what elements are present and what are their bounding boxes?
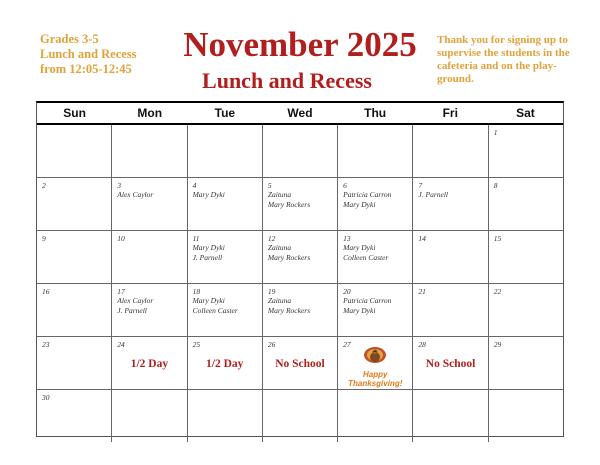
volunteer-name: Mary Dyki bbox=[192, 243, 225, 252]
day-number: 28 bbox=[418, 340, 426, 349]
calendar-day-cell bbox=[413, 125, 488, 177]
day-number: 8 bbox=[493, 181, 498, 190]
calendar-day-cell bbox=[263, 231, 338, 283]
day-number: 22 bbox=[493, 287, 502, 296]
volunteer-name: Zaituna bbox=[267, 296, 292, 305]
calendar-day-cell bbox=[263, 284, 338, 336]
day-number: 24 bbox=[117, 340, 125, 349]
day-number: 1 bbox=[493, 128, 498, 137]
calendar-day-cell bbox=[188, 284, 263, 336]
calendar-day-cell bbox=[338, 125, 413, 177]
calendar-day-cell bbox=[413, 337, 488, 389]
day-number: 9 bbox=[42, 234, 46, 243]
day-note: No School bbox=[275, 358, 325, 370]
weekday-label: Wed bbox=[287, 106, 313, 120]
day-number: 17 bbox=[117, 287, 125, 296]
day-number: 21 bbox=[418, 287, 426, 296]
grade-info-line: Grades 3-5 bbox=[40, 32, 99, 46]
day-number: 30 bbox=[42, 393, 50, 402]
page-subtitle: Lunch and Recess bbox=[202, 68, 372, 93]
weekday-label: Tue bbox=[214, 106, 236, 120]
page-title: November 2025 bbox=[183, 25, 417, 64]
day-number: 4 bbox=[192, 181, 197, 190]
weekday-label: Thu bbox=[364, 106, 387, 120]
calendar-day-cell bbox=[188, 231, 263, 283]
day-number: 27 bbox=[343, 340, 351, 349]
day-number: 3 bbox=[117, 181, 122, 190]
calendar-day-cell bbox=[112, 231, 187, 283]
calendar-day-cell bbox=[489, 125, 563, 177]
calendar-day-cell bbox=[413, 284, 488, 336]
day-number: 16 bbox=[42, 287, 50, 296]
calendar-grid bbox=[36, 101, 564, 437]
day-note: 1/2 Day bbox=[130, 358, 169, 370]
day-number: 6 bbox=[343, 181, 347, 190]
volunteer-name: J. Parnell bbox=[418, 190, 448, 199]
volunteer-name: J. Parnell bbox=[117, 306, 147, 315]
weekday-label: Mon bbox=[137, 106, 163, 120]
day-number: 12 bbox=[267, 234, 276, 243]
day-number: 15 bbox=[493, 234, 502, 243]
volunteer-name: Mary Rockers bbox=[267, 306, 311, 315]
volunteer-name: Zaituna bbox=[267, 243, 292, 252]
weekday-header-row bbox=[37, 103, 563, 125]
volunteer-name: Colleen Caster bbox=[343, 253, 389, 262]
day-number: 11 bbox=[192, 234, 200, 243]
calendar-day-cell bbox=[37, 337, 112, 389]
day-note: No School bbox=[425, 358, 476, 370]
turkey-icon bbox=[362, 346, 388, 366]
calendar-day-cell bbox=[413, 231, 488, 283]
volunteer-name: Mary Dyki bbox=[192, 296, 225, 305]
calendar-day-cell bbox=[112, 284, 187, 336]
calendar-day-cell bbox=[37, 231, 112, 283]
calendar-day-cell bbox=[112, 178, 187, 230]
thank-you-note: Thank you for signing up to supervise the students in the cafeteria and on the play-ground. bbox=[437, 34, 570, 85]
calendar-week-row bbox=[37, 390, 563, 442]
calendar-day-cell bbox=[489, 178, 563, 230]
calendar-day-cell bbox=[338, 178, 413, 230]
weekday-label: Sun bbox=[63, 106, 86, 120]
calendar-day-cell bbox=[413, 178, 488, 230]
day-number: 29 bbox=[493, 340, 502, 349]
weekday-label: Fri bbox=[442, 106, 458, 120]
calendar-day-cell bbox=[188, 125, 263, 177]
volunteer-name: Mary Dyki bbox=[192, 190, 225, 199]
calendar-day-cell bbox=[413, 390, 488, 442]
day-number: 25 bbox=[192, 340, 201, 349]
calendar-week-row bbox=[37, 337, 563, 390]
calendar-day-cell bbox=[188, 337, 263, 389]
volunteer-name: Patricia Carron bbox=[343, 190, 392, 199]
day-number: 10 bbox=[117, 234, 125, 243]
grade-info-line: from 12:05-12:45 bbox=[40, 62, 132, 76]
calendar-day-cell bbox=[338, 284, 413, 336]
grade-info bbox=[40, 32, 190, 77]
volunteer-name: Mary Dyki bbox=[343, 243, 376, 252]
calendar-week-row bbox=[37, 231, 563, 284]
day-number: 26 bbox=[267, 340, 276, 349]
volunteer-name: Patricia Carron bbox=[343, 296, 392, 305]
volunteer-name: Alex Caylor bbox=[117, 296, 154, 305]
happy-thanksgiving-graphic bbox=[338, 346, 412, 388]
day-number: 7 bbox=[418, 181, 423, 190]
calendar-day-cell bbox=[263, 337, 338, 389]
calendar-day-cell bbox=[338, 337, 413, 389]
calendar-day-cell bbox=[188, 390, 263, 442]
volunteer-name: Mary Dyki bbox=[343, 200, 376, 209]
thanksgiving-text: Happy bbox=[363, 370, 388, 379]
calendar-day-cell bbox=[37, 125, 112, 177]
calendar-day-cell bbox=[112, 337, 187, 389]
calendar-day-cell bbox=[112, 390, 187, 442]
day-number: 2 bbox=[42, 181, 46, 190]
volunteer-name: Zaituna bbox=[267, 190, 292, 199]
calendar-day-cell bbox=[37, 390, 112, 442]
day-number: 13 bbox=[343, 234, 351, 243]
volunteer-name: Mary Dyki bbox=[343, 306, 376, 315]
calendar-day-cell bbox=[489, 390, 563, 442]
volunteer-name: Colleen Caster bbox=[192, 306, 238, 315]
calendar-day-cell bbox=[37, 178, 112, 230]
calendar-day-cell bbox=[37, 284, 112, 336]
weekday-label: Sat bbox=[516, 106, 535, 120]
calendar-week-row bbox=[37, 284, 563, 337]
thanksgiving-text: Thanksgiving! bbox=[348, 379, 403, 388]
day-number: 19 bbox=[267, 287, 276, 296]
calendar-day-cell bbox=[338, 390, 413, 442]
calendar-day-cell bbox=[112, 125, 187, 177]
volunteer-name: Alex Caylor bbox=[117, 190, 154, 199]
calendar-week-row bbox=[37, 178, 563, 231]
day-number: 14 bbox=[418, 234, 426, 243]
calendar-day-cell bbox=[263, 125, 338, 177]
volunteer-name: Mary Rockers bbox=[267, 253, 311, 262]
grade-info-line: Lunch and Recess bbox=[40, 47, 137, 61]
day-number: 5 bbox=[267, 181, 272, 190]
calendar-day-cell bbox=[263, 390, 338, 442]
calendar-day-cell bbox=[263, 178, 338, 230]
volunteer-name: J. Parnell bbox=[192, 253, 223, 262]
volunteer-name: Mary Rockers bbox=[267, 200, 311, 209]
calendar-weeks bbox=[37, 125, 563, 442]
calendar-day-cell bbox=[188, 178, 263, 230]
calendar-week-row bbox=[37, 125, 563, 178]
day-note: 1/2 Day bbox=[206, 358, 244, 370]
calendar-day-cell bbox=[489, 337, 563, 389]
calendar-day-cell bbox=[489, 231, 563, 283]
day-number: 20 bbox=[343, 287, 351, 296]
calendar-day-cell bbox=[338, 231, 413, 283]
day-number: 23 bbox=[42, 340, 50, 349]
day-number: 18 bbox=[192, 287, 201, 296]
calendar-day-cell bbox=[489, 284, 563, 336]
